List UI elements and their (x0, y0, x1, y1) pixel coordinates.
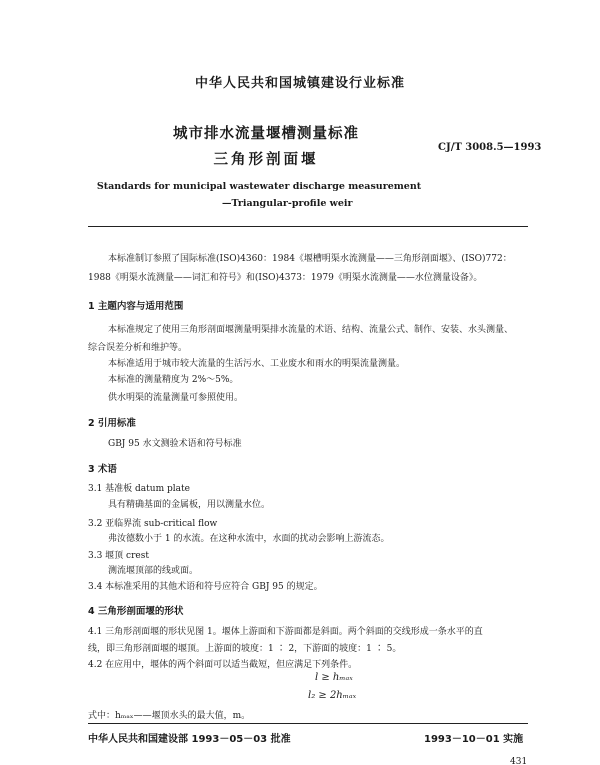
section2-heading: 2 引用标准 (88, 418, 136, 429)
implementation-date: 1993－10－01 实施 (424, 734, 524, 745)
formula-note: 式中：hₘₐₓ——堰顶水头的最大值，m。 (88, 711, 251, 721)
clause-4-1-line2: 线，即三角形剖面堰的堰顶。上游面的坡度：1 ∶ 2，下游面的坡度：1 ∶ 5。 (88, 644, 402, 654)
term-3-1: 3.1 基准板 datum plate (88, 484, 190, 494)
approval-date: 中华人民共和国建设部 1993－05－03 批准 (88, 734, 291, 745)
section1-p1-line1: 本标准规定了使用三角形剖面堰测量明渠排水流量的术语、结构、流量公式、制作、安装、水头测量、 (108, 325, 514, 335)
section1-p3: 本标准的测量精度为 2%～5%。 (108, 375, 239, 385)
term-3-1-definition: 具有精确基面的金属板，用以测量水位。 (108, 500, 271, 510)
formula-2: l₂ ≥ 2hₘₐₓ (308, 690, 357, 701)
term-3-3: 3.3 堰顶 crest (88, 551, 149, 561)
standard-category-header: 中华人民共和国城镇建设行业标准 (194, 76, 405, 91)
intro-line2: 1988《明渠水流测量——词汇和符号》和(ISO)4373：1979《明渠水流测量——水位测量设备》。 (88, 273, 483, 283)
clause-4-2: 4.2 在应用中，堰体的两个斜面可以适当截短，但应满足下列条件。 (88, 660, 358, 670)
page-number: 431 (510, 757, 528, 765)
section2-reference: GBJ 95 水文测验术语和符号标准 (108, 439, 242, 449)
english-title-line2: —Triangular-profile weir (222, 198, 353, 209)
intro-line1: 本标准制订参照了国际标准(ISO)4360：1984《堰槽明渠水流测量——三角形剖面堰》、(ISO)772： (108, 254, 512, 264)
bottom-divider (88, 723, 528, 724)
section1-heading: 1 主题内容与适用范围 (88, 301, 184, 312)
document-title-line2: 三角形剖面堰 (213, 152, 319, 168)
section4-heading: 4 三角形剖面堰的形状 (88, 606, 184, 617)
section1-p2: 本标准适用于城市较大流量的生活污水、工业废水和雨水的明渠流量测量。 (108, 359, 406, 369)
term-3-2: 3.2 亚临界流 sub-critical flow (88, 519, 218, 529)
english-title-line1: Standards for municipal wastewater discharge measurement (96, 181, 422, 192)
standard-code: CJ/T 3008.5—1993 (438, 142, 542, 153)
top-divider (88, 226, 528, 227)
section1-p1-line2: 综合误差分析和维护等。 (88, 343, 188, 353)
clause-4-1-line1: 4.1 三角形剖面堰的形状见图 1。堰体上游面和下游面都是斜面。两个斜面的交线形成一条水平的直 (88, 627, 483, 637)
section3-heading: 3 术语 (88, 464, 117, 475)
term-3-3-definition: 测流堰顶部的线或面。 (108, 566, 199, 576)
term-3-2-definition: 弗汝德数小于 1 的水流。在这种水流中，水面的扰动会影响上游流态。 (108, 534, 390, 544)
formula-1: l ≥ hₘₐₓ (315, 672, 353, 683)
term-3-4: 3.4 本标准采用的其他术语和符号应符合 GBJ 95 的规定。 (88, 582, 323, 592)
document-title-line1: 城市排水流量堰槽测量标准 (173, 126, 359, 142)
section1-p4: 供水明渠的流量测量可参照使用。 (108, 393, 244, 403)
